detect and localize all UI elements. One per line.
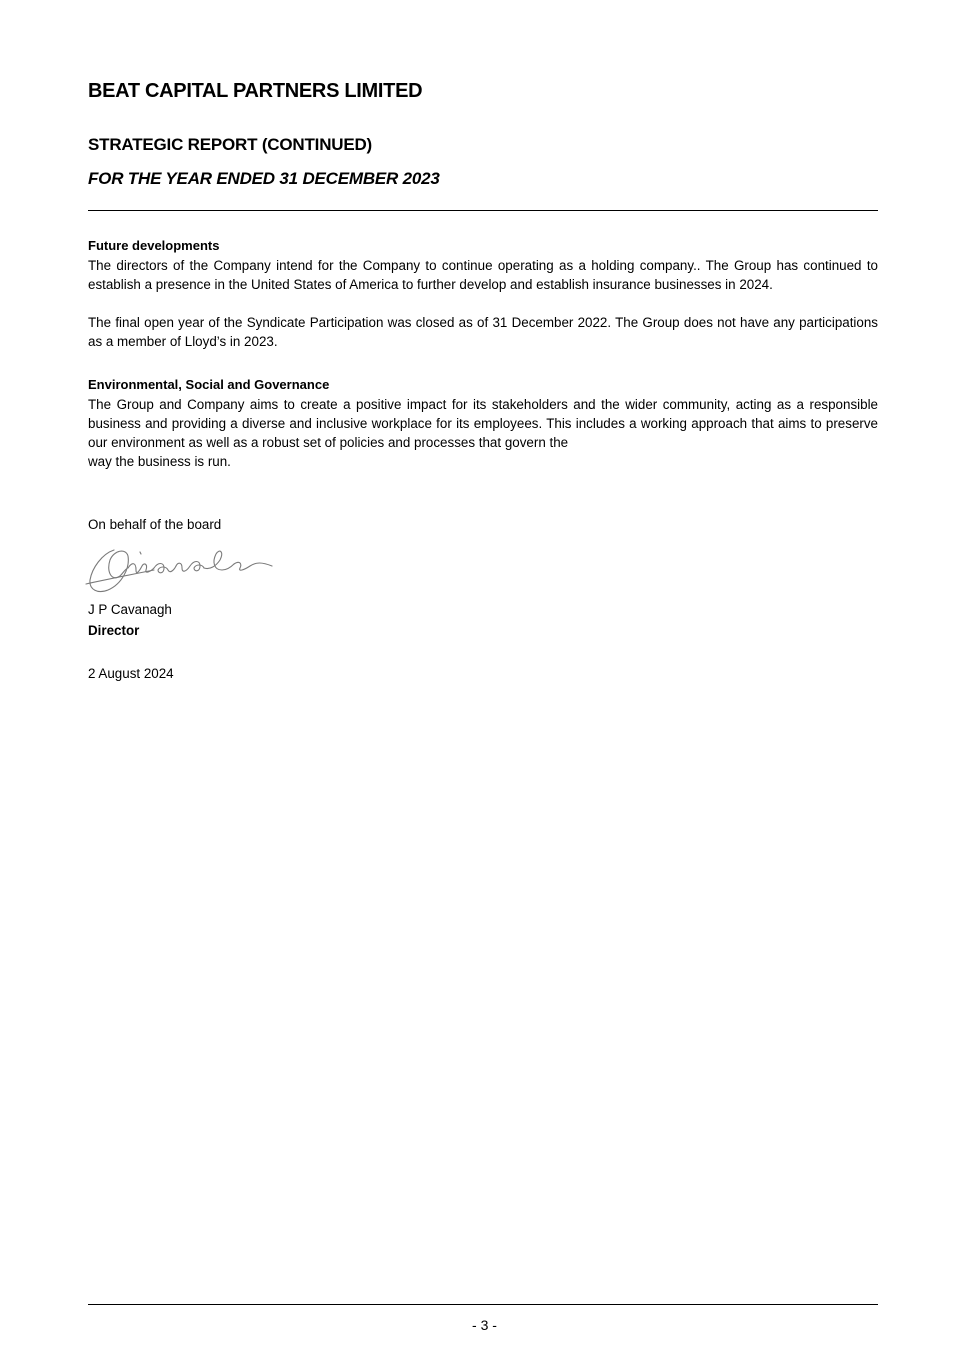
director-role: Director bbox=[88, 623, 140, 638]
signature-image bbox=[84, 540, 284, 598]
director-name: J P Cavanagh bbox=[88, 602, 172, 617]
future-developments-paragraph-2: The final open year of the Syndicate Participation was closed as of 31 December 2022. The Group does not have any participations as a member of Lloyd’s in 2023. bbox=[88, 315, 878, 349]
esg-paragraph-last-line: way the business is run. bbox=[88, 454, 231, 469]
signoff-date: 2 August 2024 bbox=[88, 666, 174, 681]
reporting-period: FOR THE YEAR ENDED 31 DECEMBER 2023 bbox=[88, 169, 440, 188]
future-developments-paragraph-1: The directors of the Company intend for the Company to continue operating as a holding company.. The Group has continued to establish a presence in the United States of America to further develop and establish insurance businesses in 2024. bbox=[88, 258, 878, 292]
esg-paragraph: The Group and Company aims to create a positive impact for its stakeholders and the wider community, acting as a responsible business and providing a diverse and inclusive workplace for its employees. This includes a working approach that aims to preserve our environment as well as a robust set of policies and processes that govern the bbox=[88, 397, 878, 450]
future-developments-heading: Future developments bbox=[88, 238, 220, 253]
header-divider bbox=[88, 210, 878, 211]
footer-divider bbox=[88, 1304, 878, 1305]
signoff-intro: On behalf of the board bbox=[88, 517, 222, 532]
esg-heading: Environmental, Social and Governance bbox=[88, 377, 330, 392]
page-number: - 3 - bbox=[472, 1317, 497, 1333]
signature-graphic bbox=[86, 550, 272, 592]
report-title: STRATEGIC REPORT (CONTINUED) bbox=[88, 135, 373, 154]
future-developments-section bbox=[88, 236, 878, 351]
company-name: BEAT CAPITAL PARTNERS LIMITED bbox=[88, 80, 423, 102]
esg-section bbox=[88, 375, 878, 471]
